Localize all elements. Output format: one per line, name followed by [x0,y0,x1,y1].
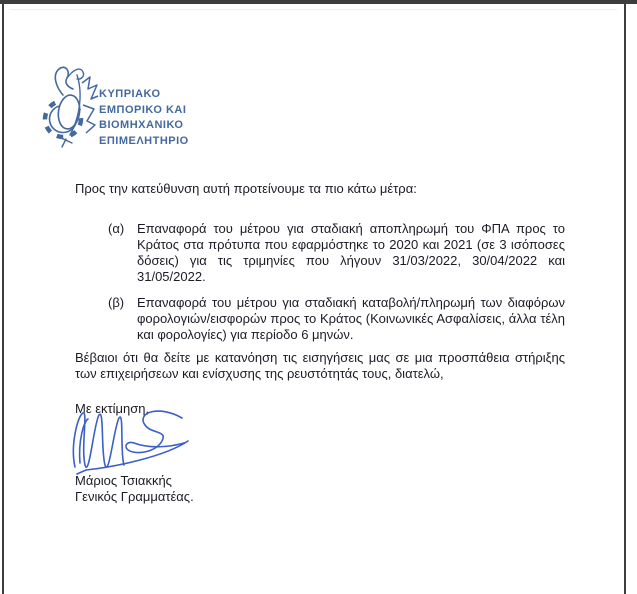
window-top-border [0,0,637,4]
list-item-text-b: Επαναφορά του μέτρου για σταδιακή καταβολή/πληρωμή των διαφόρων φορολογιών/εισφορών προς το Κράτος (Κοινωνικές Ασφαλίσεις, άλλα τέλη και φορολογίες) για περίοδο 6 μηνών. [137,295,565,342]
window-right-border [624,0,626,594]
org-name [99,87,189,149]
closing-paragraph: Βέβαιοι ότι θα δείτε με κατανόηση τις εισηγήσεις μας σε μια προσπάθεια στήριξης των επιχειρήσεων και ενίσχυσης της ρευστότητάς τους, διατελώ, [75,350,565,381]
window-left-border [2,0,4,594]
signer-name: Μάριος Τσιακκής [75,473,172,488]
intro-paragraph: Προς την κατεύθυνση αυτή προτείνουμε τα πιο κάτω μέτρα: [75,181,417,196]
list-item-marker-a: (α) [108,221,125,236]
org-name-line: ΕΜΠΟΡΙΚΟ ΚΑΙ [99,103,187,116]
list-item-text-a: Επαναφορά του μέτρου για σταδιακή αποπληρωμή του ΦΠΑ προς το Κράτος στα πρότυπα που εφαρμόστηκε το 2020 και 2021 (σε 3 ισόποσες δόσεις) για τις τριμηνίες που λήγουν 31/03/2022, 30/04/2022 και 31/05/2022. [137,221,565,284]
list-item-marker-b: (β) [108,295,125,310]
top-divider-line [10,9,617,10]
org-name-line: ΚΥΠΡΙΑΚΟ [99,88,161,100]
org-name-line: ΕΠΙΜΕΛΗΤΗΡΙΟ [99,134,189,147]
valediction: Με εκτίμηση, [75,401,150,416]
org-name-line: ΒΙΟΜΗΧΑΝΙΚΟ [99,119,184,131]
chamber-logo-icon [42,63,100,151]
signer-title: Γενικός Γραμματέας. [75,489,194,504]
signature-scribble [66,403,206,477]
